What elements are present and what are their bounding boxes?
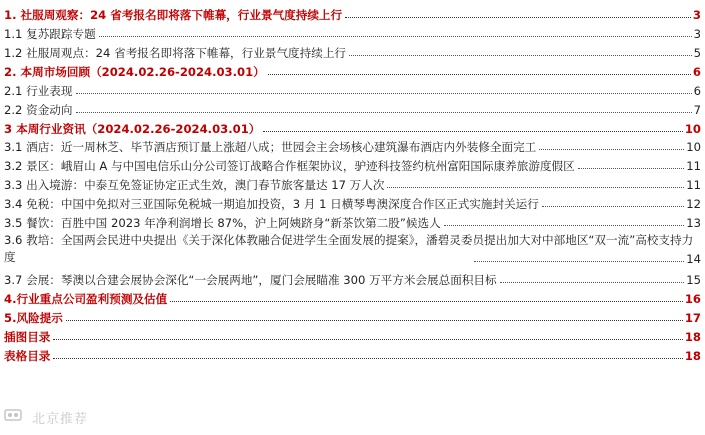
toc-page-number: 13	[686, 216, 701, 231]
toc-entry-title: 插图目录	[4, 329, 51, 344]
toc-entry-title: 3.6 教培：全国两会民进中央提出《关于深化体教融合促进学生全面发展的提案》，潘碧灵委员提出加大对中部地区“双一流”高校支持力度	[4, 233, 694, 264]
leader-dots	[99, 36, 692, 37]
toc-entry-3-4[interactable]	[4, 192, 701, 211]
watermark-logo-icon	[4, 408, 22, 422]
leader-dots	[53, 358, 682, 359]
toc-page-number: 6	[692, 64, 701, 79]
leader-dots	[263, 131, 683, 132]
toc-page-number: 10	[686, 140, 701, 155]
toc-entry-title: 1.2 社服周观点：24 省考报名即将落下帷幕，行业景气度持续上行	[4, 45, 347, 60]
leader-dots	[474, 261, 684, 262]
toc-entry-tail	[471, 252, 701, 266]
toc-page-number: 12	[686, 197, 701, 212]
toc-entry-tables[interactable]	[4, 344, 701, 363]
toc-page-number: 14	[686, 252, 701, 267]
toc-entry-3-1[interactable]	[4, 136, 701, 155]
leader-dots	[349, 55, 692, 56]
leader-dots	[578, 168, 684, 169]
toc-entry-title: 3.2 景区：峨眉山 A 与中国电信乐山分公司签订战略合作框架协议，驴迹科技签约杭州富阳国际康养旅游度假区	[4, 159, 575, 174]
toc-entry-1-1[interactable]	[4, 22, 701, 41]
toc-page-number: 3	[692, 8, 701, 22]
toc-entry-title: 3.4 免税：中国中免拟对三亚国际免税城一期追加投资，3 月 1 日横琴粤澳深度合作区正式实施封关运行	[4, 197, 539, 212]
toc-entry-3-2[interactable]	[4, 154, 701, 173]
leader-dots	[268, 74, 691, 75]
toc-page-number: 17	[684, 310, 701, 325]
toc-entry-title: 1. 社服周观察：24 省考报名即将落下帷幕，行业景气度持续上行	[4, 8, 343, 22]
leader-dots	[542, 206, 684, 207]
toc-entry-3-5[interactable]	[4, 211, 701, 230]
toc-entry-2[interactable]	[4, 60, 701, 79]
leader-dots	[500, 282, 685, 283]
toc-page-number: 7	[693, 102, 701, 117]
toc-entry-1[interactable]	[4, 3, 701, 22]
toc-entry-4[interactable]	[4, 287, 701, 306]
toc-entry-title: 表格目录	[4, 348, 51, 363]
toc-entry-3-3[interactable]	[4, 173, 701, 192]
toc-entry-3[interactable]	[4, 117, 701, 136]
toc-entry-title: 3.5 餐饮：百胜中国 2023 年净利润增长 87%，沪上阿姨跻身“新茶饮第二股”候选人	[4, 216, 441, 231]
toc-entry-title: 2. 本周市场回顾（2024.02.26-2024.03.01）	[4, 64, 265, 79]
toc-entry-3-7[interactable]	[4, 268, 701, 287]
leader-dots	[539, 149, 684, 150]
toc-entry-title: 1.1 复苏跟踪专题	[4, 26, 96, 41]
toc-entry-title: 3.7 会展：琴澳以合建会展协会深化“一会展两地”，厦门会展瞄准 300 万平方米会展总面积目标	[4, 272, 497, 287]
leader-dots	[444, 225, 685, 226]
toc-entry-title: 5.风险提示	[4, 310, 63, 325]
toc-entry-title: 3.1 酒店：近一周林芝、毕节酒店预订量上涨超八成；世园会主会场核心建筑瀑布酒店内外装修全面完工	[4, 140, 537, 155]
toc-entry-title: 3.3 出入境游：中泰互免签证协定正式生效，澳门春节旅客量达 17 万人次	[4, 178, 385, 193]
toc-page-number: 16	[684, 291, 701, 306]
watermark	[0, 404, 118, 428]
toc-entry-title: 2.1 行业表现	[4, 83, 73, 98]
leader-dots	[345, 17, 691, 18]
toc-entry-1-2[interactable]	[4, 41, 701, 60]
toc-entry-3-6[interactable]	[4, 230, 701, 268]
leader-dots	[170, 301, 683, 302]
leader-dots	[76, 112, 692, 113]
leader-dots	[76, 93, 692, 94]
toc-page-number: 11	[686, 178, 701, 193]
table-of-contents	[4, 3, 701, 363]
toc-entry-figures[interactable]	[4, 325, 701, 344]
toc-entry-2-1[interactable]	[4, 79, 701, 98]
watermark-text: 北京推荐	[32, 412, 89, 427]
toc-page-number: 11	[686, 159, 701, 174]
toc-entry-title: 3 本周行业资讯（2024.02.26-2024.03.01）	[4, 121, 261, 136]
toc-entry-title: 2.2 资金动向	[4, 102, 73, 117]
leader-dots	[387, 187, 684, 188]
toc-entry-title: 4.行业重点公司盈利预测及估值	[4, 291, 168, 306]
toc-page-number: 6	[693, 83, 701, 98]
leader-dots	[66, 320, 683, 321]
toc-entry-2-2[interactable]	[4, 98, 701, 117]
leader-dots	[53, 339, 682, 340]
toc-entry-5[interactable]	[4, 306, 701, 325]
toc-page-number: 3	[693, 26, 701, 41]
toc-page-number: 18	[684, 329, 701, 344]
toc-page-number: 18	[684, 348, 701, 363]
toc-page-number: 15	[686, 272, 701, 287]
toc-page-number: 10	[684, 121, 701, 136]
toc-page-number: 5	[693, 45, 701, 60]
